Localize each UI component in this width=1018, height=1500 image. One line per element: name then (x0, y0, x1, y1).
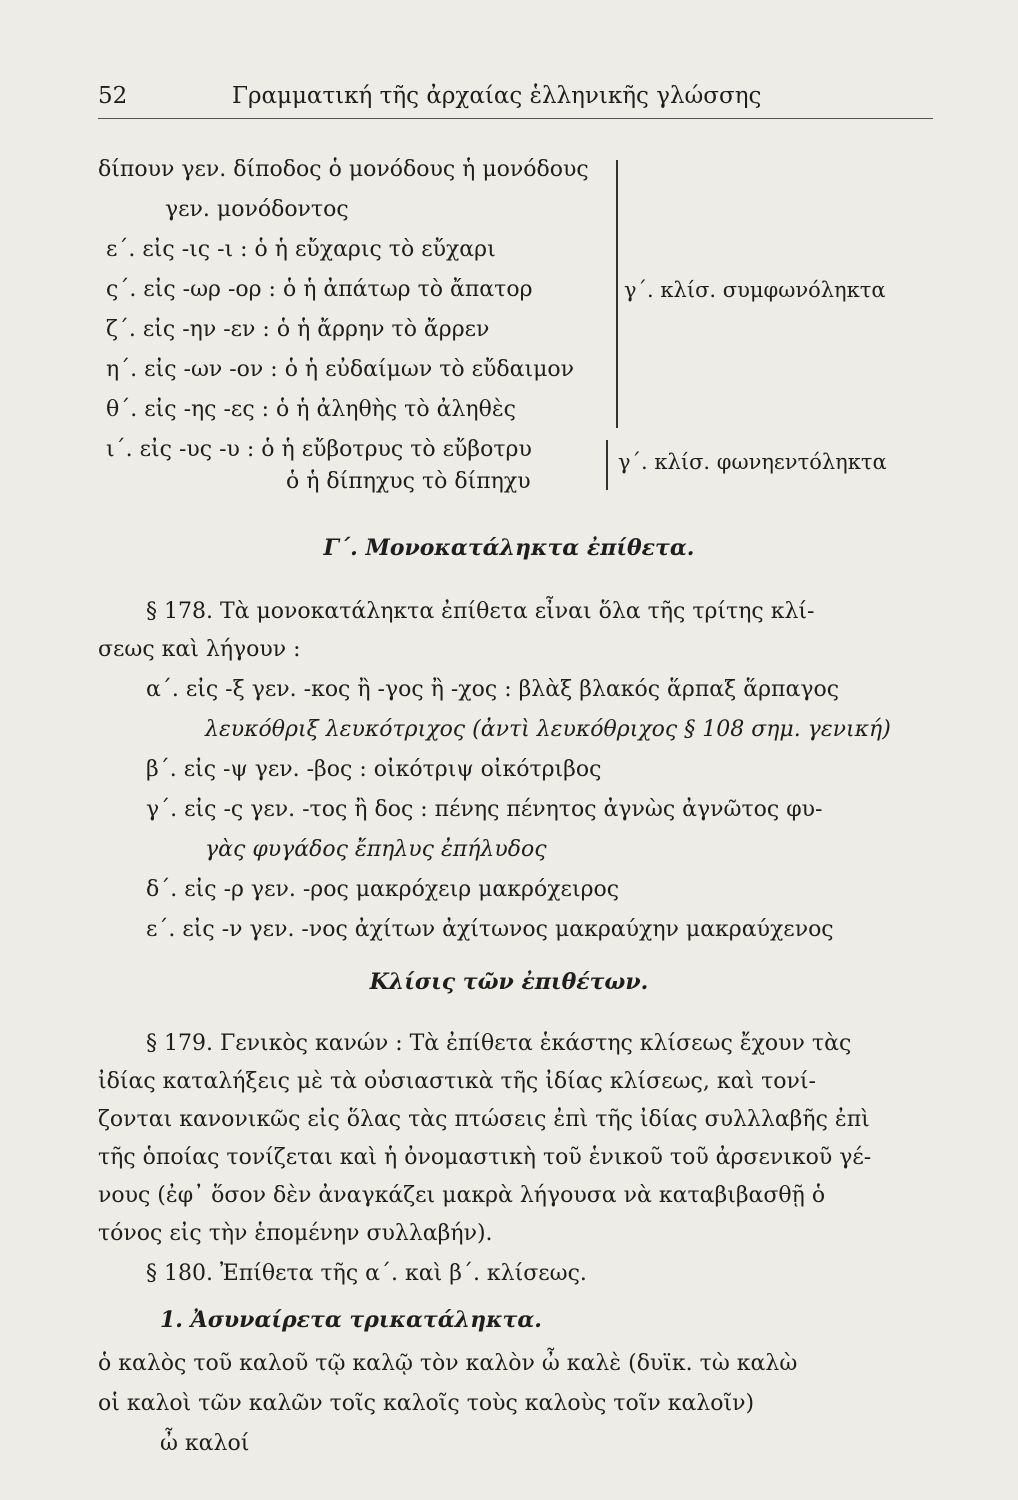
table1-label-vowel: γ΄. κλίσ. φωνηεντόληκτα (618, 450, 887, 474)
p178-item: δ΄. εἰς -ρ γεν. -ρος μακρόχειρ μακρόχειρος (146, 877, 620, 902)
p178-item: γὰς φυγάδος ἔπηλυς ἐπήλυδος (205, 837, 547, 862)
declension-line: ὦ καλοί (160, 1431, 250, 1456)
p178-line: § 178. Τὰ μονοκατάληκτα ἐπίθετα εἶναι ὅλα τῆς τρίτης κλί- (146, 599, 815, 624)
section-heading-monokatalikta: Γ΄. Μονοκατάληκτα ἐπίθετα. (323, 535, 695, 561)
p178-item: α΄. εἰς -ξ γεν. -κος ἢ -γος ἢ -χος : βλὰξ βλακός ἅρπαξ ἅρπαγος (146, 677, 840, 702)
p179-line: τόνος εἰς τὴν ἑπομένην συλλαβήν). (98, 1221, 493, 1246)
p178-item: λευκόθριξ λευκότριχος (ἀντὶ λευκόθριχος § 108 σημ. γενική) (205, 717, 891, 742)
p180-heading: § 180. Ἐπίθετα τῆς α΄. καὶ β΄. κλίσεως. (146, 1261, 587, 1286)
header-rule (98, 118, 933, 119)
subheading-asynaireta: 1. Ἀσυναίρετα τρικατάληκτα. (160, 1307, 542, 1333)
p178-item: ε΄. εἰς -ν γεν. -νος ἀχίτων ἀχίτωνος μακραύχην μακραύχενος (146, 917, 834, 942)
p178-line: σεως καὶ λήγουν : (98, 637, 301, 662)
table1-row: ὁ ἡ δίπηχυς τὸ δίπηχυ (286, 469, 531, 494)
declension-line: οἱ καλοὶ τῶν καλῶν τοῖς καλοῖς τοὺς καλοὺς τοῖν καλοῖν) (98, 1391, 755, 1416)
p179-line: νους (ἐφ᾽ ὅσον δὲν ἀναγκάζει μακρὰ λήγουσα νὰ καταβιβασθῇ ὁ (98, 1183, 826, 1208)
running-title: Γραμματική τῆς ἀρχαίας ἑλληνικῆς γλώσσης (232, 83, 762, 109)
table1-row: ε΄. εἰς -ις -ι : ὁ ἡ εὔχαρις τὸ εὔχαρι (106, 237, 496, 262)
table1-row: δίπουν γεν. δίποδος ὁ μονόδους ἡ μονόδους (98, 157, 589, 182)
table1-row: γεν. μονόδοντος (165, 197, 349, 222)
declension-line: ὁ καλὸς τοῦ καλοῦ τῷ καλῷ τὸν καλὸν ὦ καλὲ (δυϊκ. τὼ καλὼ (98, 1351, 798, 1376)
p179-line: § 179. Γενικὸς κανών : Τὰ ἐπίθετα ἑκάστης κλίσεως ἔχουν τὰς (146, 1031, 852, 1056)
page-number: 52 (98, 83, 128, 109)
table1-label-consonant: γ΄. κλίσ. συμφωνόληκτα (624, 278, 886, 302)
table1-row: ι΄. εἰς -υς -υ : ὁ ἡ εὔβοτρυς τὸ εὔβοτρυ (106, 437, 532, 462)
section-heading-klisis: Κλίσις τῶν ἐπιθέτων. (369, 969, 649, 995)
table1-row: ς΄. εἰς -ωρ -ορ : ὁ ἡ ἀπάτωρ τὸ ἄπατορ (106, 277, 533, 302)
p179-line: τῆς ὁποίας τονίζεται καὶ ἡ ὀνομαστικὴ τοῦ ἑνικοῦ τοῦ ἀρσενικοῦ γέ- (98, 1145, 872, 1170)
brace-consonant (616, 160, 618, 428)
p179-line: ζονται κανονικῶς εἰς ὅλας τὰς πτώσεις ἐπὶ τῆς ἰδίας συλλλαβῆς ἐπὶ (98, 1107, 870, 1132)
brace-vowel (606, 440, 608, 490)
table1-row: ζ΄. εἰς -ην -εν : ὁ ἡ ἄρρην τὸ ἄρρεν (106, 317, 490, 342)
table1-row: θ΄. εἰς -ης -ες : ὁ ἡ ἀληθὴς τὸ ἀληθὲς (106, 397, 516, 422)
p178-item: β΄. εἰς -ψ γεν. -βος : οἰκότριψ οἰκότριβος (146, 757, 602, 782)
p179-line: ἰδίας καταλήξεις μὲ τὰ οὐσιαστικὰ τῆς ἰδίας κλίσεως, καὶ τονί- (98, 1069, 816, 1094)
p178-item: γ΄. εἰς -ς γεν. -τος ἢ δος : πένης πένητος ἀγνὼς ἀγνῶτος φυ- (146, 797, 823, 822)
table1-row: η΄. εἰς -ων -ον : ὁ ἡ εὐδαίμων τὸ εὔδαιμον (106, 357, 575, 382)
